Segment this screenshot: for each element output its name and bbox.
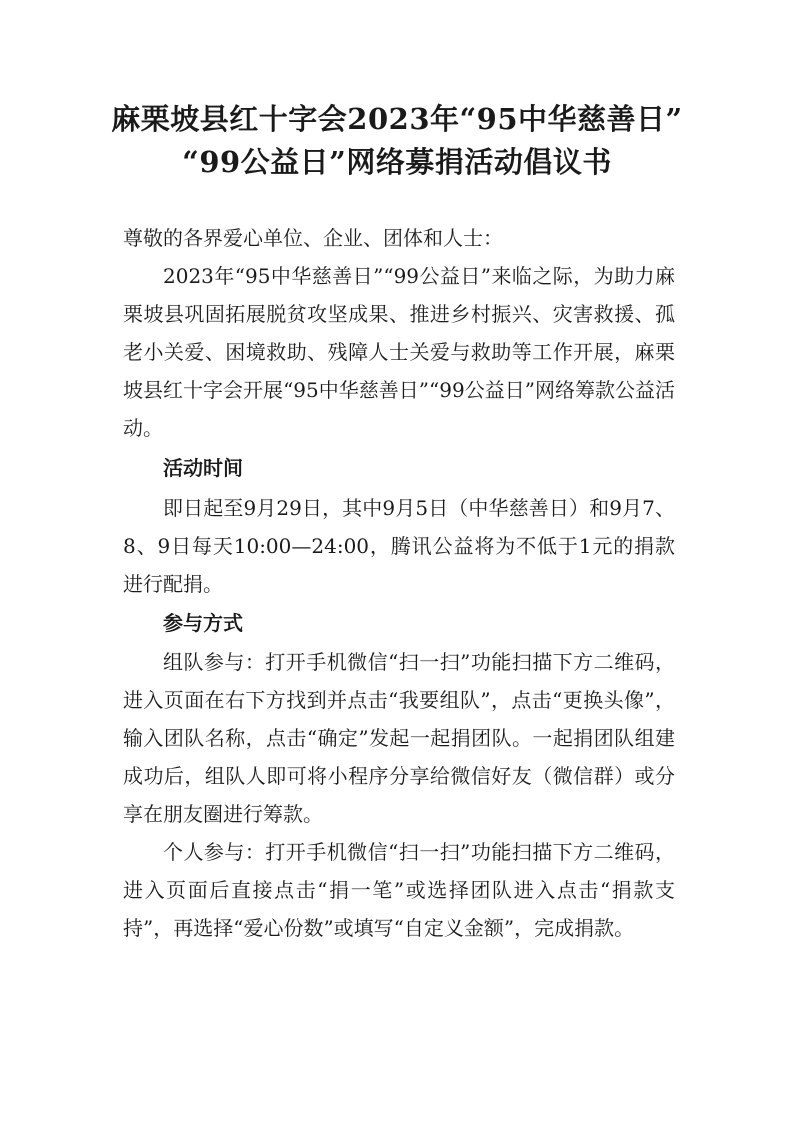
section-time-heading: 活动时间 xyxy=(163,456,243,480)
document-title-line-1: 麻栗坡县红十字会2023年“95中华慈善日” xyxy=(111,102,683,136)
greeting-text: 尊敬的各界爱心单位、企业、团体和人士： xyxy=(123,226,503,250)
section-time xyxy=(123,449,675,487)
team-participation-text: 组队参与：打开手机微信“扫一扫”功能扫描下方二维码，进入页面在右下方找到并点击“我要组队”，点击“更换头像”，输入团队名称，点击“确定”发起一起捐团队。一起捐团队组建成功后，组队人即可将小程序分享给微信好友（微信群）或分享在朋友圈进行筹款。 xyxy=(123,650,675,826)
section-participate xyxy=(123,604,675,642)
individual-participation-paragraph xyxy=(123,833,675,947)
team-participation-paragraph xyxy=(123,643,675,833)
document-title-line-2: “99公益日”网络募捐活动倡议书 xyxy=(182,145,612,179)
greeting xyxy=(123,219,675,257)
section-participate-heading: 参与方式 xyxy=(163,611,243,635)
individual-participation-text: 个人参与：打开手机微信“扫一扫”功能扫描下方二维码，进入页面后直接点击“捐一笔”或选择团队进入点击“捐款支持”，再选择“爱心份数”或填写“自定义金额”，完成捐款。 xyxy=(123,840,675,940)
intro-text: 2023年“95中华慈善日”“99公益日”来临之际，为助力麻栗坡县巩固拓展脱贫攻坚成果、推进乡村振兴、灾害救援、孤老小关爱、困境救助、残障人士关爱与救助等工作开展，麻栗坡县红十字会开展“95中华慈善日”“99公益日”网络筹款公益活动。 xyxy=(123,264,675,440)
intro-paragraph xyxy=(123,257,675,447)
section-time-text: 即日起至9月29日，其中9月5日（中华慈善日）和9月7、8、9日每天10:00—24:00，腾讯公益将为不低于1元的捐款进行配捐。 xyxy=(123,496,675,596)
section-time-paragraph xyxy=(123,489,675,603)
